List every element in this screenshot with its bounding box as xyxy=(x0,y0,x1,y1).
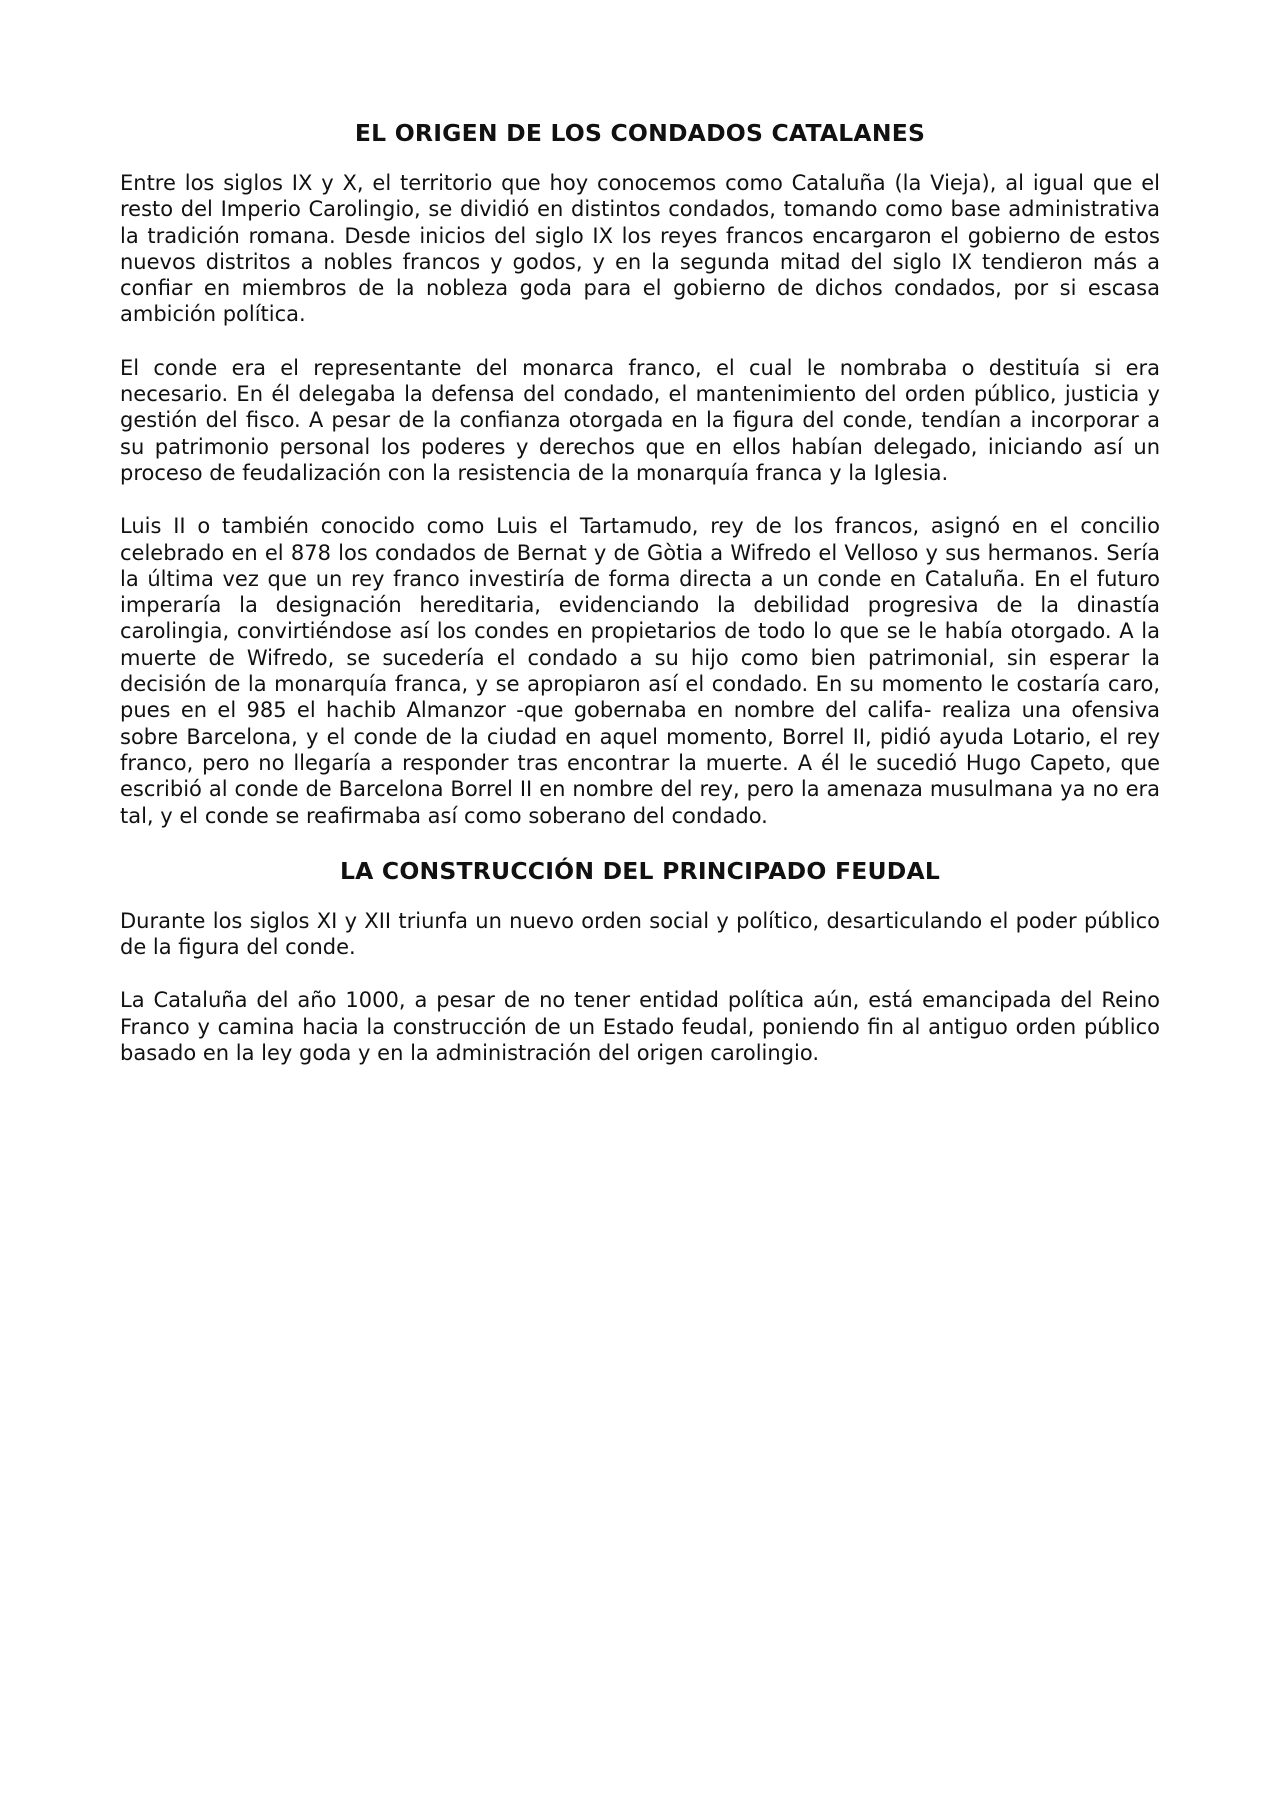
paragraph: Entre los siglos IX y X, el territorio que hoy conocemos como Cataluña (la Vieja), al igual que el resto del Imperio Carolingio, se dividió en distintos condados, tomando como base administrativa la tradición romana. Desde inicios del siglo IX los reyes francos encargaron el gobierno de estos nuevos distritos a nobles francos y godos, y en la segunda mitad del siglo IX tendieron más a confiar en miembros de la nobleza goda para el gobierno de dichos condados, por si escasa ambición política. xyxy=(120,171,1160,327)
paragraph: Durante los siglos XI y XII triunfa un nuevo orden social y político, desarticulando el poder público de la figura del conde. xyxy=(120,908,1160,960)
paragraph: La Cataluña del año 1000, a pesar de no tener entidad política aún, está emancipada del Reino Franco y camina hacia la construcción de un Estado feudal, poniendo fin al antiguo orden público basado en la ley goda y en la administración del origen carolingio. xyxy=(120,988,1160,1066)
section-title: LA CONSTRUCCIÓN DEL PRINCIPADO FEUDAL xyxy=(339,856,941,885)
document-page xyxy=(120,118,1160,1066)
paragraph: El conde era el representante del monarca franco, el cual le nombraba o destituía si era necesario. En él delegaba la defensa del condado, el mantenimiento del orden público, justicia y gestión del fisco. A pesar de la confianza otorgada en la figura del conde, tendían a incorporar a su patrimonio personal los poderes y derechos que en ellos habían delegado, iniciando así un proceso de feudalización con la resistencia de la monarquía franca y la Iglesia. xyxy=(120,355,1160,485)
paragraph: Luis II o también conocido como Luis el Tartamudo, rey de los francos, asignó en el concilio celebrado en el 878 los condados de Bernat y de Gòtia a Wifredo el Velloso y sus hermanos. Sería la última vez que un rey franco investiría de forma directa a un conde en Cataluña. En el futuro imperaría la designación hereditaria, evidenciando la debilidad progresiva de la dinastía carolingia, convirtiéndose así los condes en propietarios de todo lo que se le había otorgado. A la muerte de Wifredo, se sucedería el condado a su hijo como bien patrimonial, sin esperar la decisión de la monarquía franca, y se apropiaron así el condado. En su momento le costaría caro, pues en el 985 el hachib Almanzor -que gobernaba en nombre del califa- realiza una ofensiva sobre Barcelona, y el conde de la ciudad en aquel momento, Borrel II, pidió ayuda Lotario, el rey franco, pero no llegaría a responder tras encontrar la muerte. A él le sucedió Hugo Capeto, que escribió al conde de Barcelona Borrel II en nombre del rey, pero la amenaza musulmana ya no era tal, y el conde se reafirmaba así como soberano del condado. xyxy=(120,514,1160,828)
section-title: EL ORIGEN DE LOS CONDADOS CATALANES xyxy=(354,119,926,147)
